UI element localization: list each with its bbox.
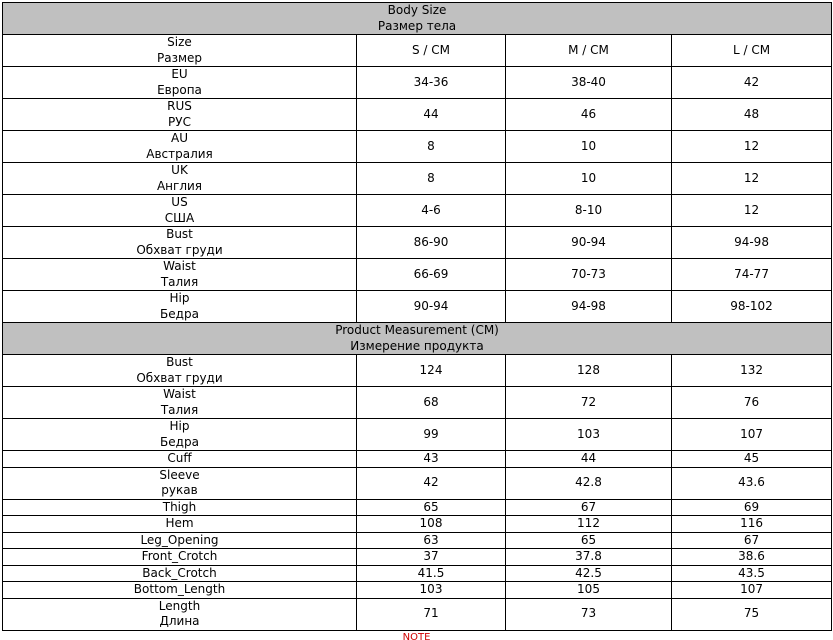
value-cell-m: 46 — [506, 99, 672, 131]
row-label-en: US — [171, 195, 188, 209]
row-label-cell — [3, 549, 357, 566]
value-cell-l: 42 — [672, 67, 832, 99]
row-label-cell — [3, 451, 357, 468]
row-label-ru: Длина — [159, 614, 200, 628]
row-label-en: Leg_Opening — [140, 532, 219, 547]
value-cell-m: 10 — [506, 163, 672, 195]
value-cell-m: 103 — [506, 419, 672, 451]
row-label-ru: Обхват груди — [136, 242, 223, 257]
value-cell-l: 12 — [672, 131, 832, 163]
body-size-row — [3, 195, 832, 227]
value-cell-m: 105 — [506, 582, 672, 599]
value-cell-s: 90-94 — [357, 291, 506, 323]
value-cell-l: 94-98 — [672, 227, 832, 259]
product-measurement-row — [3, 582, 832, 599]
row-label-ru: Англия — [156, 178, 203, 193]
size-label-cell — [3, 35, 357, 67]
body-size-rows — [3, 67, 832, 323]
product-measurement-row — [3, 499, 832, 516]
value-cell-s: 8 — [357, 163, 506, 195]
product-measurement-title-ru: Измерение продукта — [350, 338, 484, 353]
row-label-ru: Европа — [157, 82, 202, 97]
row-label-cell — [3, 499, 357, 516]
row-label-en: AU — [171, 131, 188, 145]
size-column-m: M / CM — [506, 35, 672, 67]
value-cell-m: 73 — [506, 598, 672, 630]
row-label-en: Hip — [169, 291, 190, 305]
value-cell-s: 63 — [357, 532, 506, 549]
value-cell-m: 70-73 — [506, 259, 672, 291]
row-label-ru: РУС — [168, 114, 191, 129]
value-cell-l: 75 — [672, 598, 832, 630]
value-cell-l: 12 — [672, 163, 832, 195]
product-measurement-row — [3, 532, 832, 549]
product-measurement-row — [3, 451, 832, 468]
value-cell-s: 41.5 — [357, 565, 506, 582]
body-size-row — [3, 227, 832, 259]
value-cell-s: 86-90 — [357, 227, 506, 259]
value-cell-m: 128 — [506, 355, 672, 387]
value-cell-m: 38-40 — [506, 67, 672, 99]
value-cell-l: 43.6 — [672, 467, 832, 499]
row-label-cell — [3, 227, 357, 259]
value-cell-s: 99 — [357, 419, 506, 451]
row-label-cell — [3, 387, 357, 419]
value-cell-m: 10 — [506, 131, 672, 163]
product-measurement-row — [3, 467, 832, 499]
body-size-title-en: Body Size — [387, 3, 447, 17]
product-measurement-header — [3, 323, 832, 355]
value-cell-s: 44 — [357, 99, 506, 131]
product-measurement-row — [3, 355, 832, 387]
row-label-cell — [3, 516, 357, 533]
body-size-row — [3, 291, 832, 323]
row-label-cell — [3, 67, 357, 99]
row-label-en: Back_Crotch — [142, 565, 217, 580]
product-measurement-row — [3, 549, 832, 566]
value-cell-m: 44 — [506, 451, 672, 468]
value-cell-m: 112 — [506, 516, 672, 533]
value-cell-l: 45 — [672, 451, 832, 468]
product-measurement-row — [3, 516, 832, 533]
body-size-row — [3, 99, 832, 131]
row-label-cell — [3, 355, 357, 387]
row-label-en: Waist — [163, 259, 196, 273]
product-measurement-row — [3, 598, 832, 630]
row-label-ru: рукав — [161, 483, 198, 497]
row-label-ru: Бедра — [160, 434, 199, 449]
value-cell-m: 67 — [506, 499, 672, 516]
row-label-cell — [3, 131, 357, 163]
value-cell-l: 43.5 — [672, 565, 832, 582]
body-size-row — [3, 131, 832, 163]
row-label-cell — [3, 467, 357, 499]
value-cell-l: 76 — [672, 387, 832, 419]
value-cell-s: 34-36 — [357, 67, 506, 99]
value-cell-l: 48 — [672, 99, 832, 131]
row-label-cell — [3, 99, 357, 131]
value-cell-m: 90-94 — [506, 227, 672, 259]
value-cell-s: 124 — [357, 355, 506, 387]
value-cell-s: 37 — [357, 549, 506, 566]
row-label-cell — [3, 532, 357, 549]
value-cell-s: 71 — [357, 598, 506, 630]
product-measurement-rows — [3, 355, 832, 631]
row-label-cell — [3, 195, 357, 227]
value-cell-l: 116 — [672, 516, 832, 533]
body-size-row — [3, 259, 832, 291]
row-label-ru: США — [164, 210, 195, 225]
value-cell-m: 42.5 — [506, 565, 672, 582]
row-label-en: UK — [171, 163, 188, 177]
body-size-row — [3, 67, 832, 99]
product-measurement-title-en: Product Measurement (CM) — [335, 323, 499, 337]
row-label-cell — [3, 163, 357, 195]
product-measurement-row — [3, 387, 832, 419]
value-cell-m: 94-98 — [506, 291, 672, 323]
value-cell-l: 107 — [672, 419, 832, 451]
value-cell-s: 65 — [357, 499, 506, 516]
value-cell-s: 103 — [357, 582, 506, 599]
row-label-en: Front_Crotch — [141, 549, 218, 563]
row-label-ru: Бедра — [160, 306, 199, 321]
row-label-cell — [3, 598, 357, 630]
value-cell-m: 37.8 — [506, 549, 672, 566]
row-label-en: Thigh — [162, 499, 197, 514]
value-cell-m: 42.8 — [506, 467, 672, 499]
value-cell-s: 68 — [357, 387, 506, 419]
size-column-l: L / CM — [672, 35, 832, 67]
value-cell-s: 66-69 — [357, 259, 506, 291]
row-label-cell — [3, 582, 357, 599]
row-label-en: Length — [158, 598, 201, 613]
row-label-en: Cuff — [167, 451, 192, 465]
body-size-header — [3, 3, 832, 35]
row-label-en: Bust — [166, 227, 193, 241]
size-column-s: S / CM — [357, 35, 506, 67]
row-label-en: Bottom_Length — [133, 582, 226, 596]
row-label-cell — [3, 419, 357, 451]
value-cell-m: 72 — [506, 387, 672, 419]
size-header-row — [3, 35, 832, 67]
body-size-header-row — [3, 3, 832, 35]
value-cell-s: 42 — [357, 467, 506, 499]
product-measurement-row — [3, 419, 832, 451]
value-cell-s: 43 — [357, 451, 506, 468]
row-label-en: EU — [171, 67, 188, 81]
value-cell-l: 67 — [672, 532, 832, 549]
product-measurement-row — [3, 565, 832, 582]
row-label-ru: Австралия — [146, 146, 213, 161]
row-label-en: RUS — [167, 99, 192, 113]
size-label-ru: Размер — [156, 50, 203, 65]
value-cell-s: 4-6 — [357, 195, 506, 227]
product-measurement-header-row — [3, 323, 832, 355]
value-cell-l: 69 — [672, 499, 832, 516]
value-cell-s: 108 — [357, 516, 506, 533]
value-cell-l: 12 — [672, 195, 832, 227]
value-cell-l: 98-102 — [672, 291, 832, 323]
row-label-en: Sleeve — [159, 467, 200, 482]
size-chart-table — [2, 2, 832, 631]
value-cell-m: 8-10 — [506, 195, 672, 227]
row-label-en: Waist — [163, 387, 196, 401]
note-text: NOTE — [402, 632, 431, 640]
value-cell-l: 74-77 — [672, 259, 832, 291]
row-label-cell — [3, 565, 357, 582]
row-label-ru: Талия — [160, 274, 199, 289]
row-label-ru: Обхват груди — [136, 370, 223, 385]
value-cell-l: 132 — [672, 355, 832, 387]
row-label-en: Hem — [165, 516, 194, 530]
value-cell-s: 8 — [357, 131, 506, 163]
body-size-row — [3, 163, 832, 195]
row-label-cell — [3, 291, 357, 323]
size-label-en: Size — [167, 35, 192, 49]
row-label-cell — [3, 259, 357, 291]
row-label-en: Bust — [166, 355, 193, 369]
row-label-ru: Талия — [160, 402, 199, 417]
value-cell-l: 107 — [672, 582, 832, 599]
value-cell-l: 38.6 — [672, 549, 832, 566]
row-label-en: Hip — [169, 419, 190, 433]
body-size-title-ru: Размер тела — [377, 18, 457, 33]
value-cell-m: 65 — [506, 532, 672, 549]
